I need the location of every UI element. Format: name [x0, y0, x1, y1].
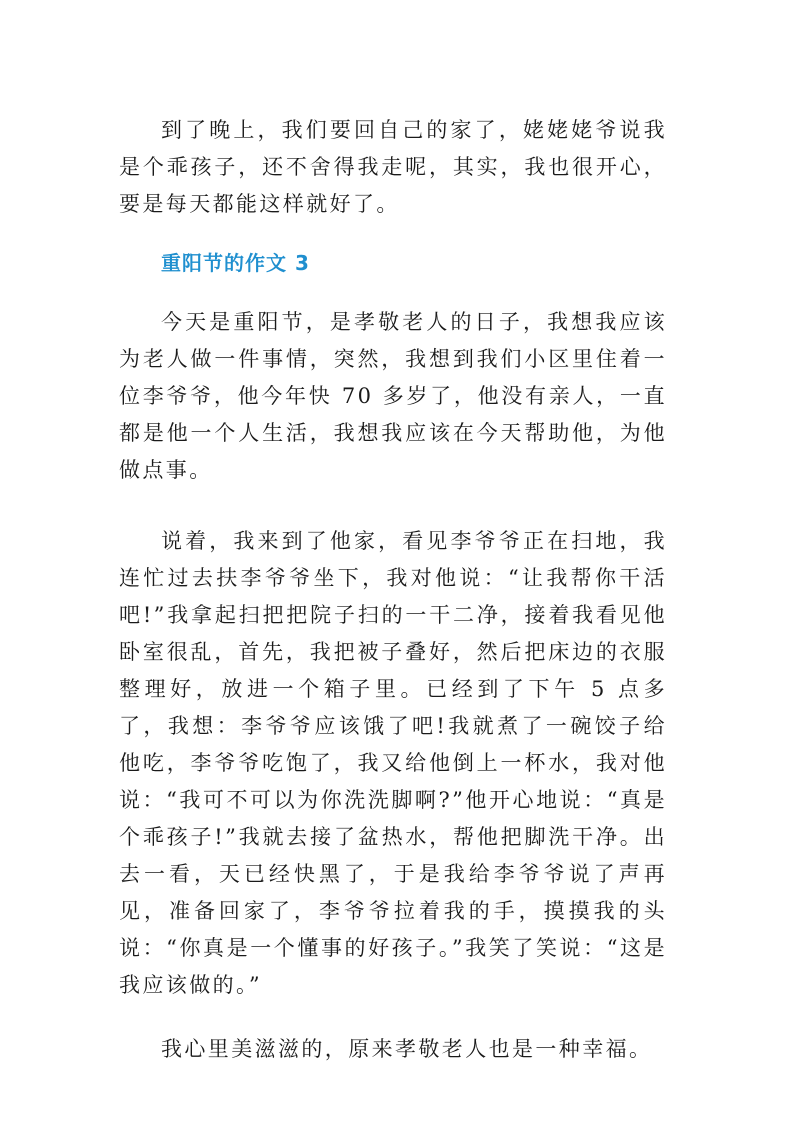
- document-page: [119, 112, 667, 1068]
- paragraph-intro: 今天是重阳节，是孝敬老人的日子，我想我应该为老人做一件事情，突然，我想到我们小区里住着一位李爷爷，他今年快 70 多岁了，他没有亲人，一直都是他一个人生活，我想我应该在今天帮助他，为他做点事。: [119, 310, 667, 482]
- section-heading: 重阳节的作文 3: [161, 251, 310, 275]
- paragraph-conclusion: 我心里美滋滋的，原来孝敬老人也是一种幸福。: [161, 1037, 653, 1061]
- paragraph-evening-return: 到了晚上，我们要回自己的家了，姥姥姥爷说我是个乖孩子，还不舍得我走呢，其实，我也很开心，要是每天都能这样就好了。: [119, 118, 667, 216]
- paragraph-helping-grandpa-li: 说着，我来到了他家，看见李爷爷正在扫地，我连忙过去扶李爷爷坐下，我对他说：“让我帮你干活吧!”我拿起扫把把院子扫的一干二净，接着我看见他卧室很乱，首先，我把被子叠好，然后把床边的衣服整理好，放进一个箱子里。已经到了下午 5 点多了，我想：李爷爷应该饿了吧!我就煮了一碗饺子给他吃，李爷爷吃饱了，我又给他倒上一杯水，我对他说：“我可不可以为你洗洗脚啊?”他开心地说：“真是个乖孩子!”我就去接了盆热水，帮他把脚洗干净。出去一看，天已经快黑了，于是我给李爷爷说了声再见，准备回家了，李爷爷拉着我的手，摸摸我的头说：“你真是一个懂事的好孩子。”我笑了笑说：“这是我应该做的。”: [119, 529, 667, 997]
